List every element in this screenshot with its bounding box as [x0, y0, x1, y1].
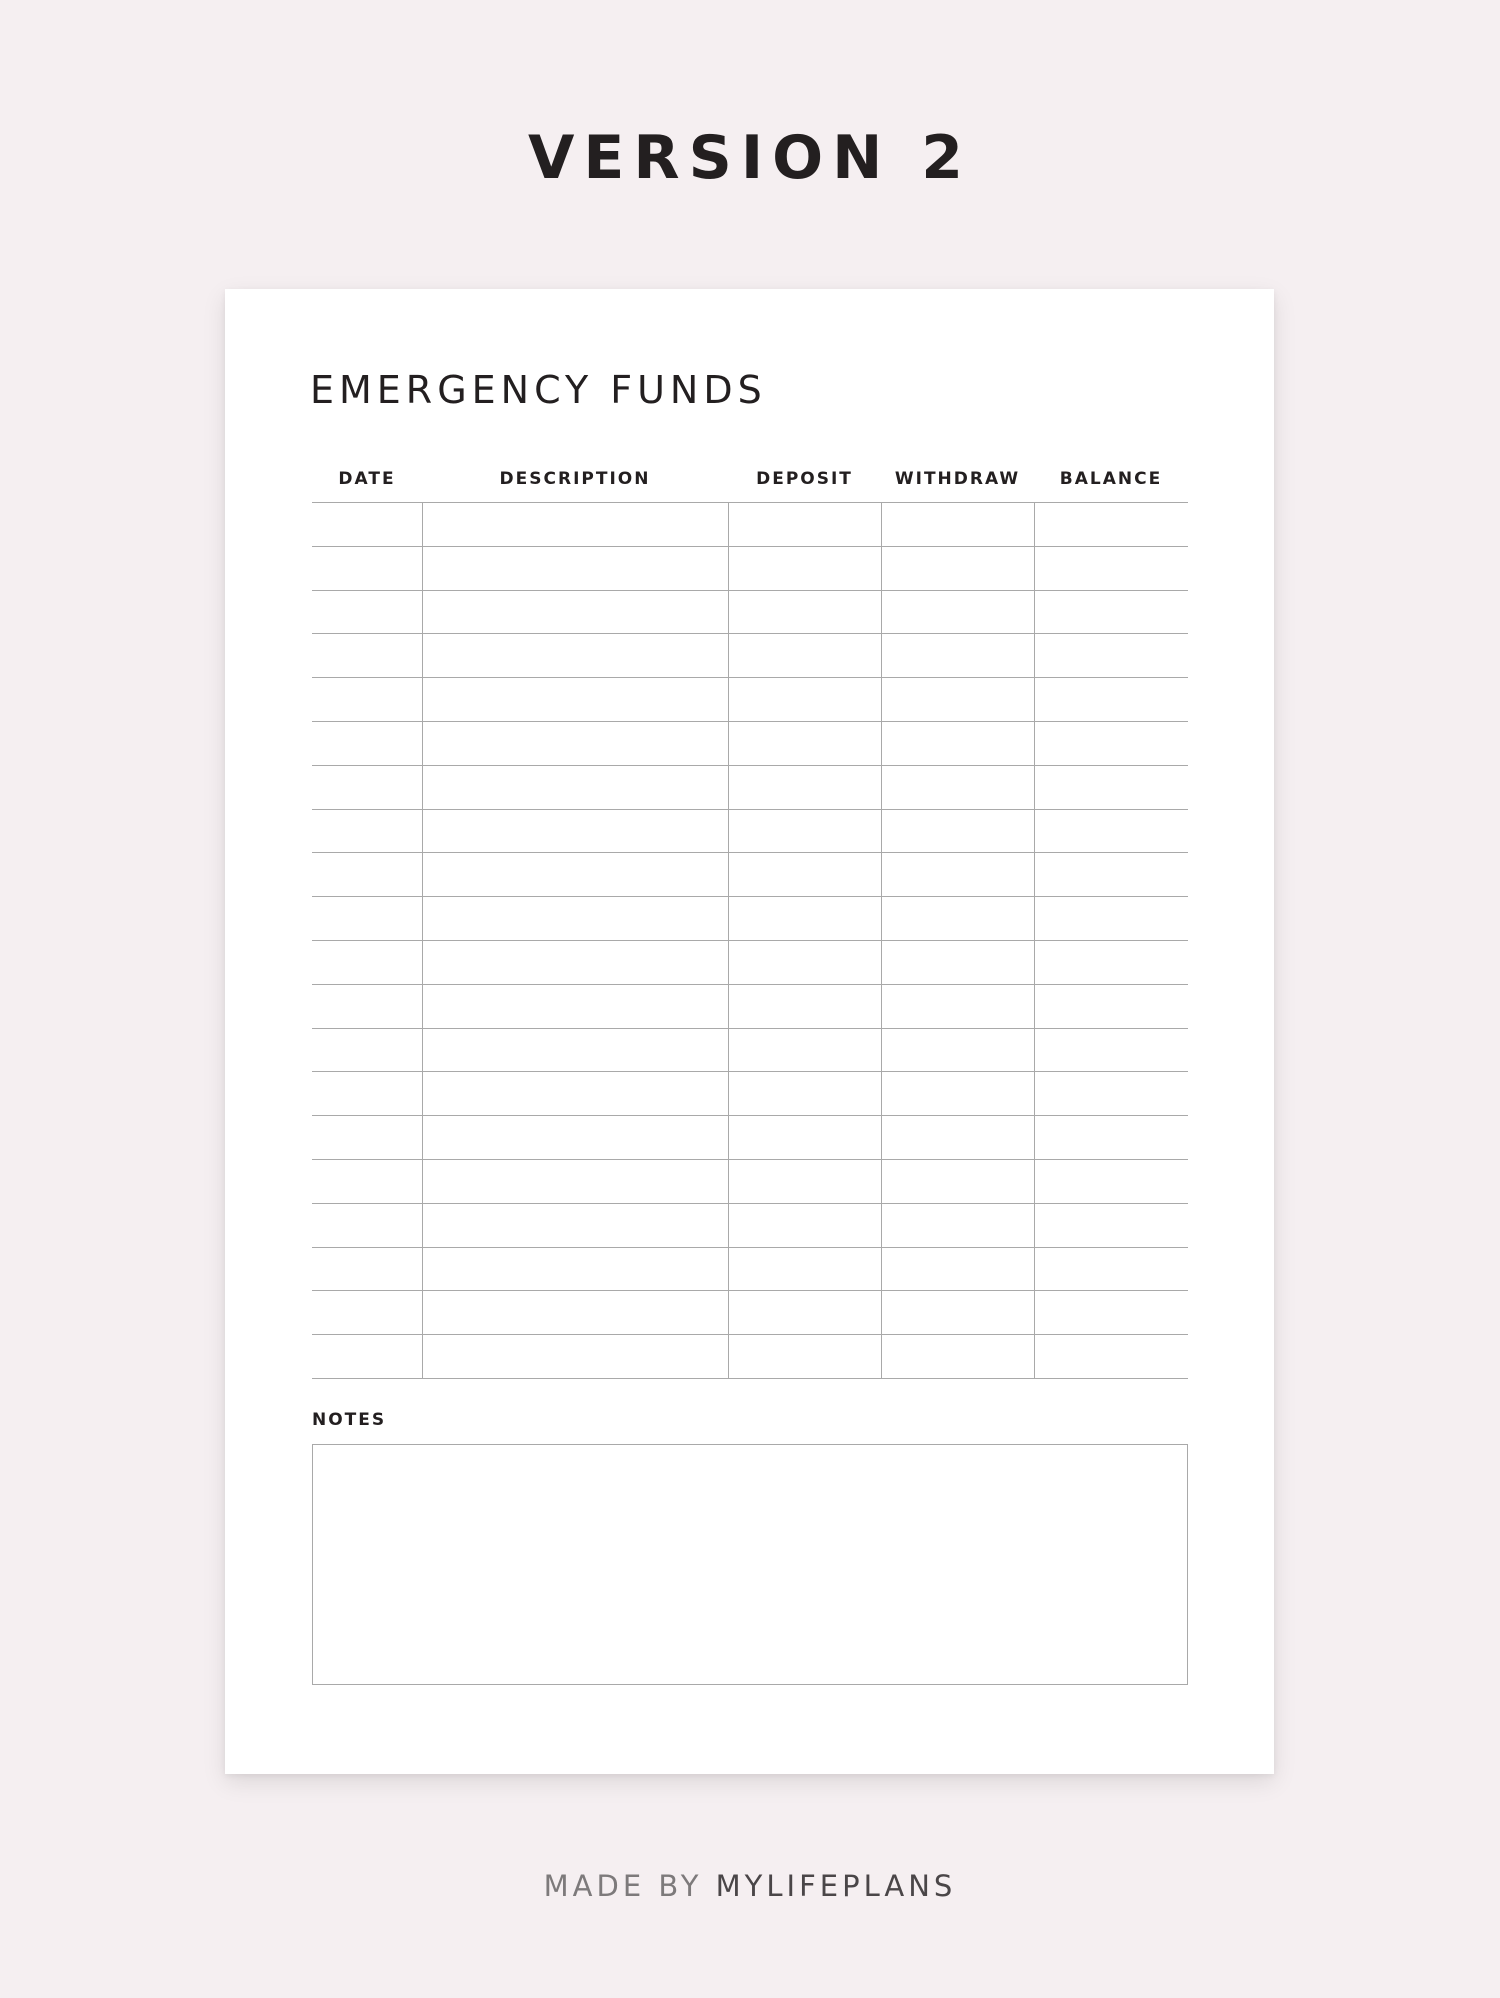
- row-rule-line: [312, 633, 1188, 634]
- row-rule-line: [312, 765, 1188, 766]
- version-title: VERSION 2: [527, 123, 973, 193]
- planner-sheet: [225, 289, 1274, 1774]
- row-rule-line: [312, 1028, 1188, 1029]
- column-header-withdraw: WITHDRAW: [894, 469, 1021, 489]
- row-rule-line: [312, 1290, 1188, 1291]
- notes-box[interactable]: [312, 1444, 1188, 1685]
- row-rule-line: [312, 546, 1188, 547]
- row-rule-line: [312, 677, 1188, 678]
- ledger-table[interactable]: [312, 502, 1188, 1378]
- row-rule-line: [312, 1071, 1188, 1072]
- row-rule-line: [312, 721, 1188, 722]
- column-divider-line: [881, 502, 882, 1378]
- row-rule-line: [312, 809, 1188, 810]
- row-rule-line: [312, 1115, 1188, 1116]
- notes-label: NOTES: [312, 1410, 387, 1430]
- sheet-title: EMERGENCY FUNDS: [310, 368, 767, 412]
- row-rule-line: [312, 1159, 1188, 1160]
- column-header-date: DATE: [338, 469, 396, 489]
- row-rule-line: [312, 1203, 1188, 1204]
- footer-prefix: MADE BY: [543, 1869, 703, 1903]
- footer-credit: [0, 1868, 1500, 1904]
- row-rule-line: [312, 984, 1188, 985]
- row-rule-line: [312, 1378, 1188, 1379]
- row-rule-line: [312, 896, 1188, 897]
- row-rule-line: [312, 1334, 1188, 1335]
- row-rule-line: [312, 1247, 1188, 1248]
- column-divider-line: [728, 502, 729, 1378]
- footer-brand: MYLIFEPLANS: [715, 1869, 957, 1903]
- column-header-balance: BALANCE: [1059, 469, 1163, 489]
- row-rule-line: [312, 940, 1188, 941]
- row-rule-line: [312, 502, 1188, 503]
- column-divider-line: [1034, 502, 1035, 1378]
- column-header-description: DESCRIPTION: [499, 469, 651, 489]
- column-divider-line: [422, 502, 423, 1378]
- row-rule-line: [312, 852, 1188, 853]
- row-rule-line: [312, 590, 1188, 591]
- column-header-deposit: DEPOSIT: [756, 469, 853, 489]
